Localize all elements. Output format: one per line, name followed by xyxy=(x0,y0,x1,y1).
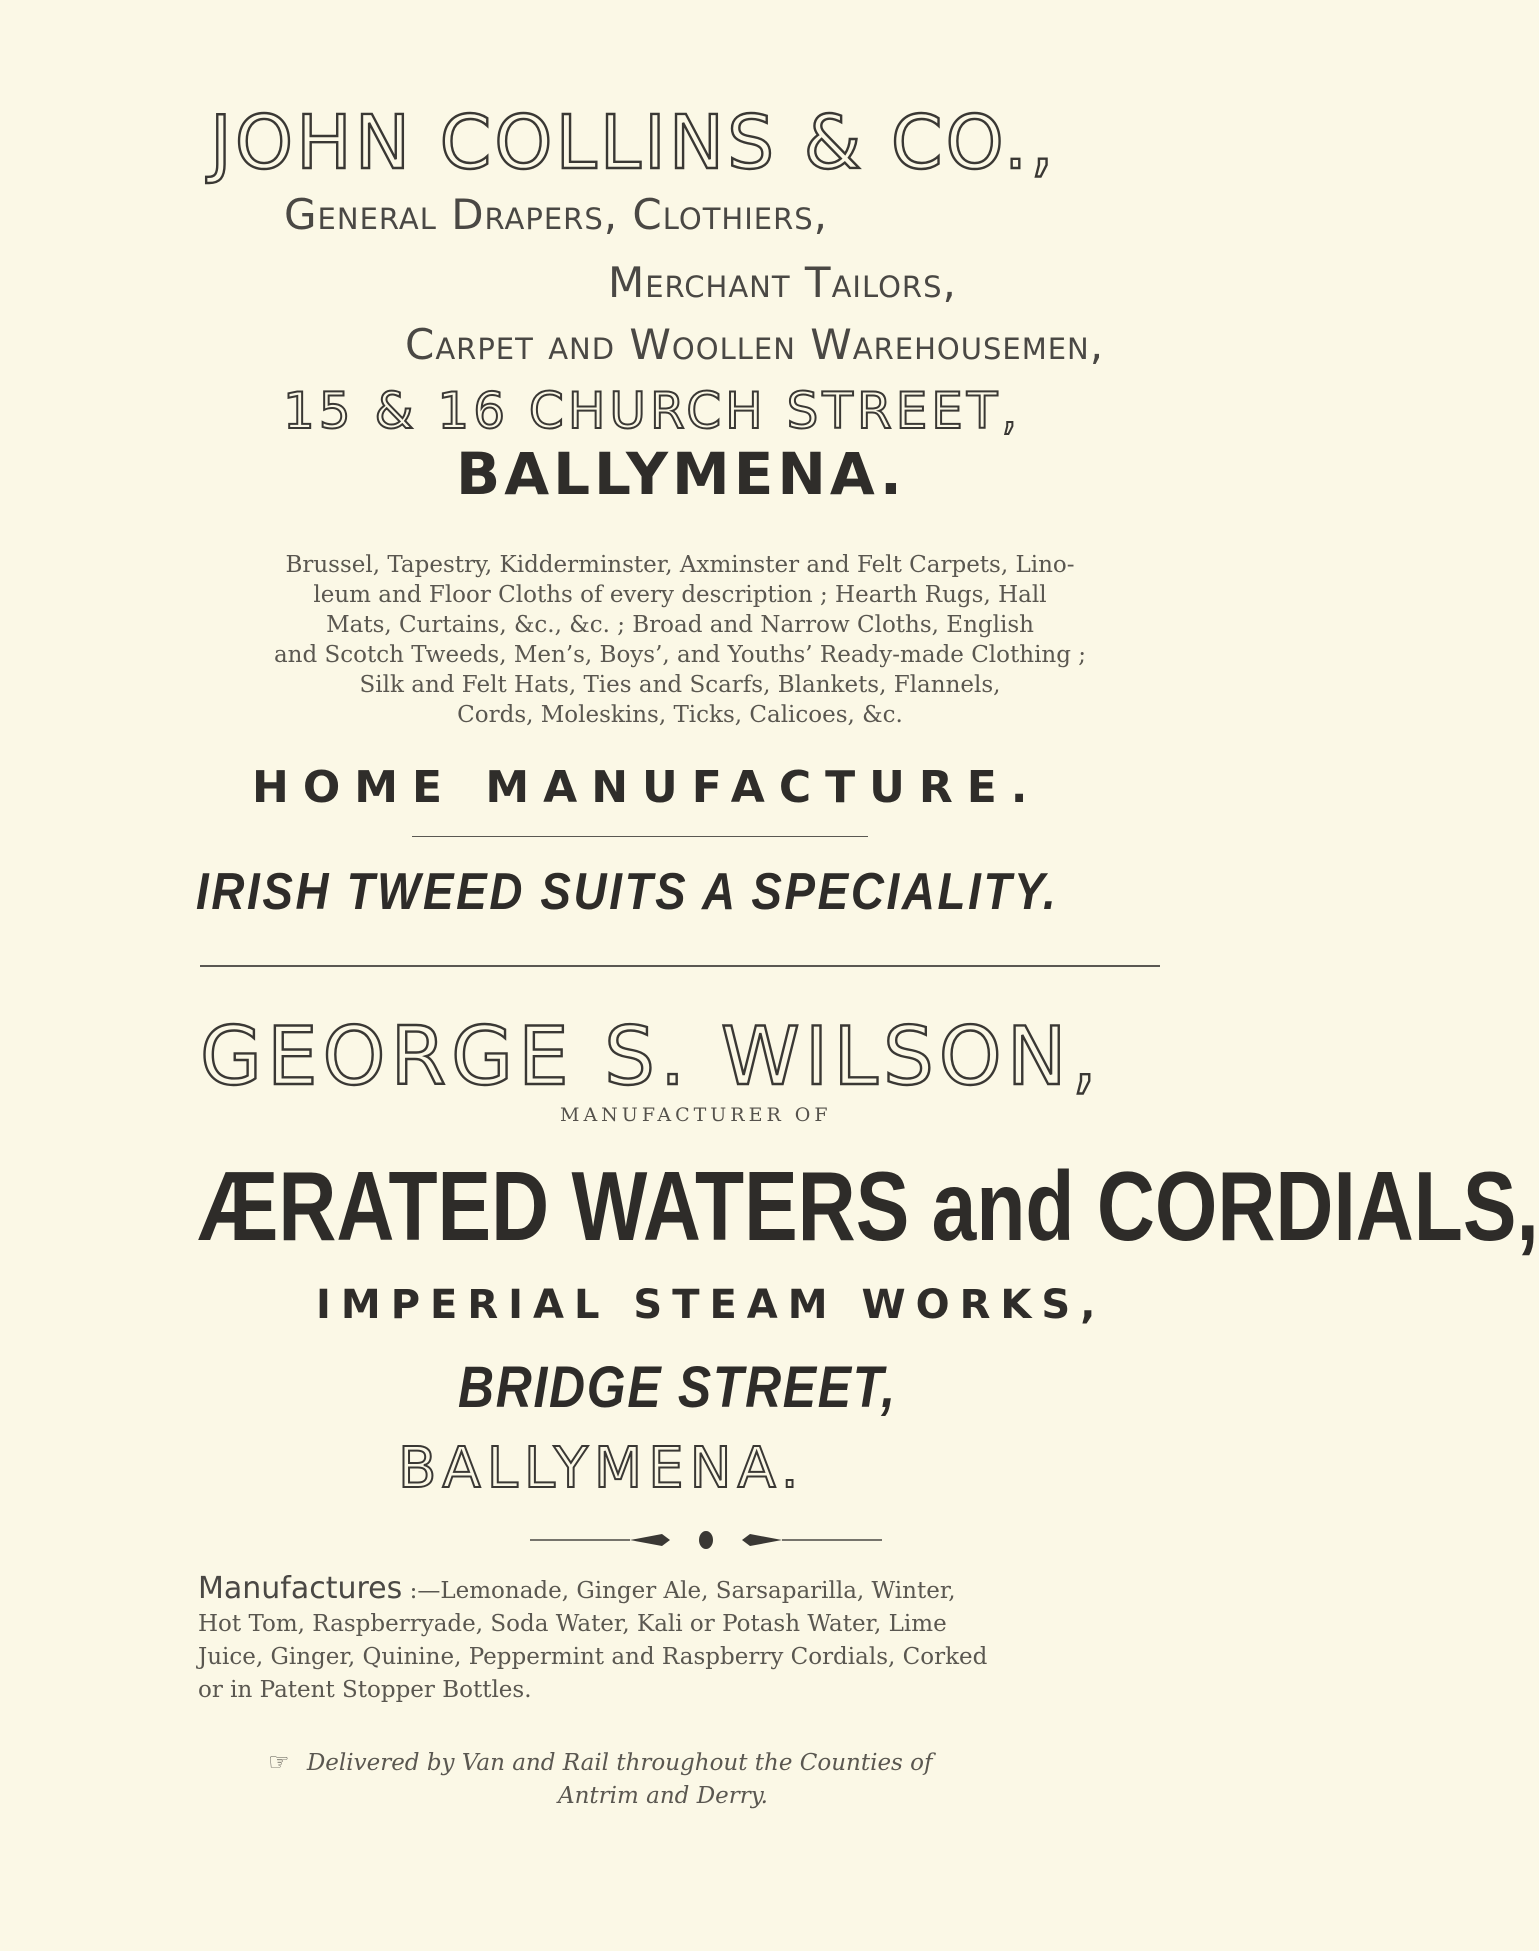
speciality-line: IRISH TWEED SUITS A SPECIALITY. xyxy=(196,863,1059,921)
goods-list xyxy=(170,550,1190,730)
goods-line: and Scotch Tweeds, Men’s, Boys’, and Youths’ Ready-made Clothing ; xyxy=(273,642,1087,668)
trade-line-1: General Drapers, Clothiers, xyxy=(284,190,829,239)
delivery-note xyxy=(268,1746,1168,1813)
home-manufacture: HOME MANUFACTURE. xyxy=(252,762,1042,813)
short-divider xyxy=(412,836,868,837)
firm-name-collins: JOHN COLLINS & CO., xyxy=(210,100,1057,186)
manufactures-line: :—Lemonade, Ginger Ale, Sarsaparilla, Winter, xyxy=(409,1578,956,1604)
products-headline: ÆRATED WATERS and CORDIALS, xyxy=(198,1151,1539,1261)
pointing-hand-icon: ☞ xyxy=(268,1748,290,1776)
manufactures-line: Hot Tom, Raspberryade, Soda Water, Kali or Potash Water, Lime xyxy=(198,1611,947,1637)
town-ballymena-1: BALLYMENA. xyxy=(456,440,906,508)
trade-line-3: Carpet and Woollen Warehousemen, xyxy=(405,320,1105,369)
section-divider xyxy=(200,965,1160,967)
manufactures-line: or in Patent Stopper Bottles. xyxy=(198,1677,532,1703)
goods-line: Silk and Felt Hats, Ties and Scarfs, Blankets, Flannels, xyxy=(359,672,1001,698)
goods-line: Brussel, Tapestry, Kidderminster, Axminster and Felt Carpets, Lino- xyxy=(285,552,1075,578)
firm-name-wilson: GEORGE S. WILSON, xyxy=(200,1010,1102,1103)
bridge-street: BRIDGE STREET, xyxy=(458,1355,897,1420)
manufactures-label: Manufactures xyxy=(198,1571,403,1606)
ornament-icon xyxy=(530,1530,882,1550)
imperial-steam-works: IMPERIAL STEAM WORKS, xyxy=(316,1282,1106,1328)
delivery-line: Delivered by Van and Rail throughout the Counties of xyxy=(306,1750,933,1776)
manufactures-paragraph xyxy=(198,1572,1198,1707)
trade-line-2: Merchant Tailors, xyxy=(608,258,957,307)
goods-line: leum and Floor Cloths of every description ; Hearth Rugs, Hall xyxy=(313,582,1047,608)
goods-line: Mats, Curtains, &c., &c. ; Broad and Narrow Cloths, English xyxy=(326,612,1034,638)
town-ballymena-2: BALLYMENA. xyxy=(398,1436,805,1501)
manufactures-line: Juice, Ginger, Quinine, Peppermint and Raspberry Cordials, Corked xyxy=(198,1644,988,1670)
street-address: 15 & 16 CHURCH STREET, xyxy=(283,382,1022,440)
ornament-divider xyxy=(530,1530,882,1550)
delivery-line: Antrim and Derry. xyxy=(558,1783,768,1809)
manufacturer-of: MANUFACTURER OF xyxy=(560,1104,832,1126)
goods-line: Cords, Moleskins, Ticks, Calicoes, &c. xyxy=(457,702,903,728)
